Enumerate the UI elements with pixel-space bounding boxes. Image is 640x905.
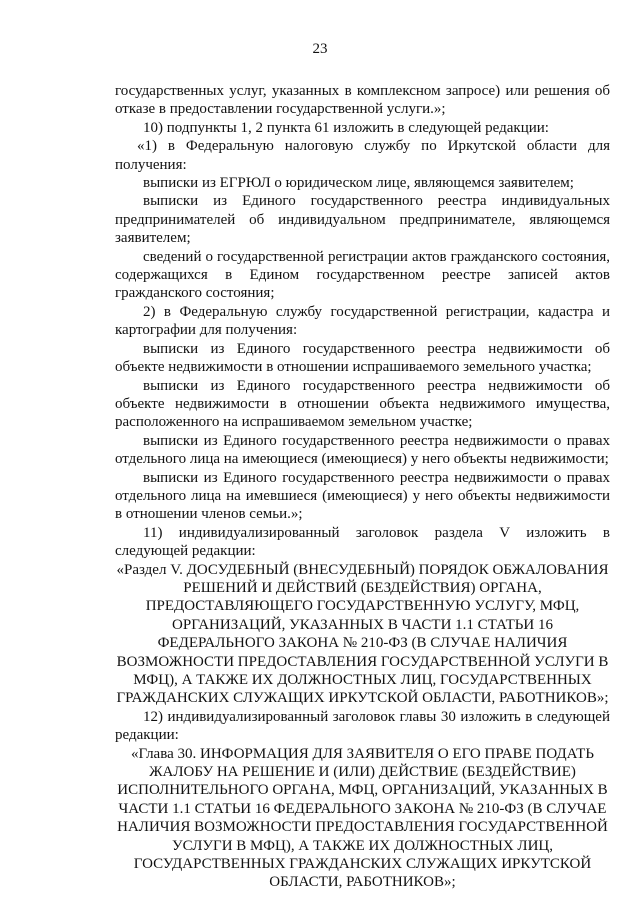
section-heading: «Раздел V. ДОСУДЕБНЫЙ (ВНЕСУДЕБНЫЙ) ПОРЯДОК ОБЖАЛОВАНИЯ РЕШЕНИЙ И ДЕЙСТВИЙ (БЕЗДЕЙСТВИЯ) ОРГАНА, ПРЕДОСТАВЛЯЮЩЕГО ГОСУДАРСТВЕННУЮ УСЛУГУ, МФЦ, ОРГАНИЗАЦИЙ, УКАЗАННЫХ В ЧАСТИ 1.1 СТАТЬИ 16 ФЕДЕРАЛЬНОГО ЗАКОНА № 210-ФЗ (В СЛУЧАЕ НАЛИЧИЯ ВОЗМОЖНОСТИ ПРЕДОСТАВЛЕНИЯ ГОСУДАРСТВЕННОЙ УСЛУГИ В МФЦ), А ТАКЖЕ ИХ ДОЛЖНОСТНЫХ ЛИЦ, ГОСУДАРСТВЕННЫХ ГРАЖДАНСКИХ СЛУЖАЩИХ ИРКУТСКОЙ ОБЛАСТИ, РАБОТНИКОВ»; bbox=[116, 561, 609, 707]
paragraph: выписки из Единого государственного реестра недвижимости об объекте недвижимости в отношении объекта недвижимого имущества, расположенного на испрашиваемом земельном участке; bbox=[115, 377, 610, 431]
paragraph: выписки из Единого государственного реестра недвижимости об объекте недвижимости в отношении испрашиваемого земельного участка; bbox=[115, 340, 610, 376]
paragraph: государственных услуг, указанных в комплексном запросе) или решения об отказе в предоставлении государственной услуги.»; bbox=[115, 83, 610, 118]
paragraph: выписки из Единого государственного реестра недвижимости о правах отдельного лица на имевшиеся (имеющиеся) у него объекты недвижимости в отношении членов семьи.»; bbox=[115, 469, 610, 523]
paragraph: выписки из Единого государственного реестра индивидуальных предпринимателей об индивидуальном предпринимателе, являющемся заявителем; bbox=[115, 193, 610, 247]
document-body bbox=[115, 82, 610, 892]
paragraph: 12) индивидуализированный заголовок главы 30 изложить в следующей редакции: bbox=[115, 708, 610, 744]
paragraph: 11) индивидуализированный заголовок раздела V изложить в следующей редакции: bbox=[115, 524, 610, 560]
page-number: 23 bbox=[312, 41, 328, 57]
paragraph: сведений о государственной регистрации актов гражданского состояния, содержащихся в Едином государственном реестре записей актов гражданского состояния; bbox=[115, 248, 610, 302]
chapter-heading: «Глава 30. ИНФОРМАЦИЯ ДЛЯ ЗАЯВИТЕЛЯ О ЕГО ПРАВЕ ПОДАТЬ ЖАЛОБУ НА РЕШЕНИЕ И (ИЛИ) ДЕЙСТВИЕ (БЕЗДЕЙСТВИЕ) ИСПОЛНИТЕЛЬНОГО ОРГАНА, МФЦ, ОРГАНИЗАЦИЙ, УКАЗАННЫХ В ЧАСТИ 1.1 СТАТЬИ 16 ФЕДЕРАЛЬНОГО ЗАКОНА № 210-ФЗ (В СЛУЧАЕ НАЛИЧИЯ ВОЗМОЖНОСТИ ПРЕДОСТАВЛЕНИЯ ГОСУДАРСТВЕННОЙ УСЛУГИ В МФЦ), А ТАКЖЕ ИХ ДОЛЖНОСТНЫХ ЛИЦ, ГОСУДАРСТВЕННЫХ ГРАЖДАНСКИХ СЛУЖАЩИХ ИРКУТСКОЙ ОБЛАСТИ, РАБОТНИКОВ»; bbox=[117, 745, 608, 891]
paragraph: выписки из Единого государственного реестра недвижимости о правах отдельного лица на имеющиеся (имеющиеся) у него объекты недвижимости; bbox=[115, 432, 610, 468]
paragraph: 10) подпункты 1, 2 пункта 61 изложить в следующей редакции: bbox=[143, 119, 549, 136]
paragraph: «1) в Федеральную налоговую службу по Иркутской области для получения: bbox=[115, 138, 610, 173]
paragraph: 2) в Федеральную службу государственной регистрации, кадастра и картографии для получения: bbox=[115, 303, 610, 339]
paragraph: выписки из ЕГРЮЛ о юридическом лице, являющемся заявителем; bbox=[143, 175, 574, 192]
